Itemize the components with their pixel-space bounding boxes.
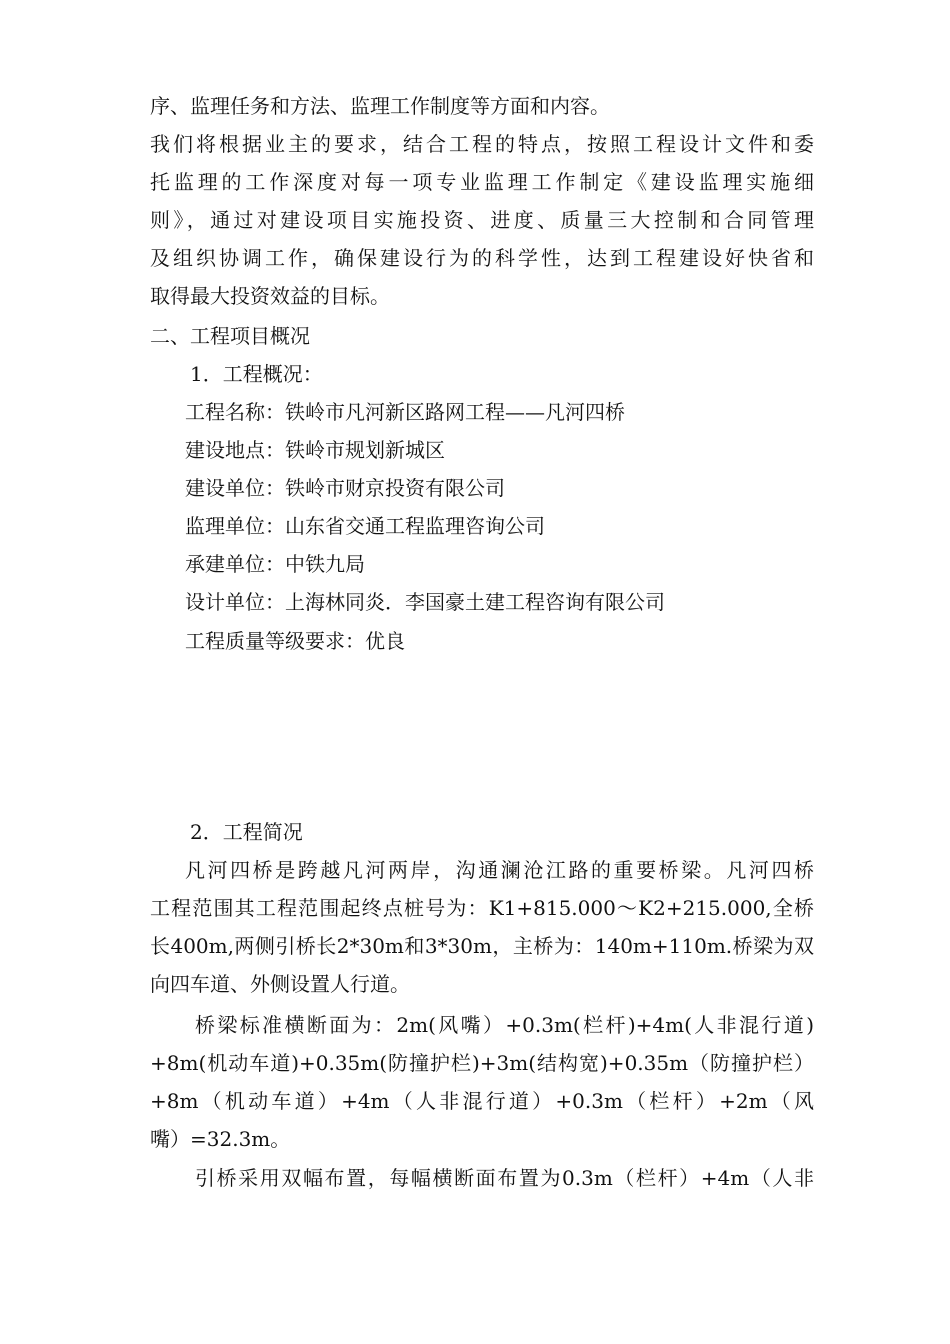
owner-field: 建设单位：铁岭市财京投资有限公司 (185, 476, 505, 500)
intro-para-line: 取得最大投资效益的目标。 (150, 284, 390, 308)
overview-para-line: 向四车道、外侧设置人行道。 (150, 972, 410, 996)
location-field: 建设地点：铁岭市规划新城区 (185, 438, 445, 462)
intro-first-line: 序、监理任务和方法、监理工作制度等方面和内容。 (150, 94, 610, 118)
cross-section-line: +8m（机动车道）+4m（人非混行道）+0.3m（栏杆）+2m（风 (150, 1089, 814, 1113)
cross-section-line: +8m(机动车道)+0.35m(防撞护栏)+3m(结构宽)+0.35m（防撞护栏） (150, 1051, 814, 1075)
overview-para-line: 工程范围其工程范围起终点桩号为：K1+815.000～K2+215.000,全桥 (150, 896, 814, 920)
section-heading: 二、工程项目概况 (150, 324, 310, 348)
cross-section-line: 嘴）=32.3m。 (150, 1127, 291, 1151)
supervisor-field: 监理单位：山东省交通工程监理咨询公司 (185, 514, 545, 538)
contractor-field: 承建单位：中铁九局 (185, 552, 365, 576)
designer-field: 设计单位：上海林同炎．李国豪土建工程咨询有限公司 (185, 590, 665, 614)
subsection-heading: 1．工程概况： (190, 362, 323, 386)
overview-para-line: 长400m,两侧引桥长2*30m和3*30m，主桥为：140m+110m.桥梁为双 (150, 934, 814, 958)
cross-section-line: 桥梁标准横断面为：2m(风嘴）+0.3m(栏杆)+4m(人非混行道) (195, 1013, 814, 1037)
project-name-field: 工程名称：铁岭市凡河新区路网工程——凡河四桥 (185, 400, 625, 424)
approach-bridge-line: 引桥采用双幅布置，每幅横断面布置为0.3m（栏杆）+4m（人非 (195, 1166, 814, 1190)
quality-field: 工程质量等级要求：优良 (185, 629, 405, 653)
intro-para-line: 托监理的工作深度对每一项专业监理工作制定《建设监理实施细 (150, 170, 814, 194)
overview-para-line: 凡河四桥是跨越凡河两岸，沟通澜沧江路的重要桥梁。凡河四桥 (185, 858, 814, 882)
intro-para-line: 则》，通过对建设项目实施投资、进度、质量三大控制和合同管理 (150, 208, 814, 232)
intro-para-line: 及组织协调工作，确保建设行为的科学性，达到工程建设好快省和 (150, 246, 814, 270)
subsection-heading: 2．工程简况 (190, 820, 303, 844)
intro-para-line: 我们将根据业主的要求，结合工程的特点，按照工程设计文件和委 (150, 132, 814, 156)
